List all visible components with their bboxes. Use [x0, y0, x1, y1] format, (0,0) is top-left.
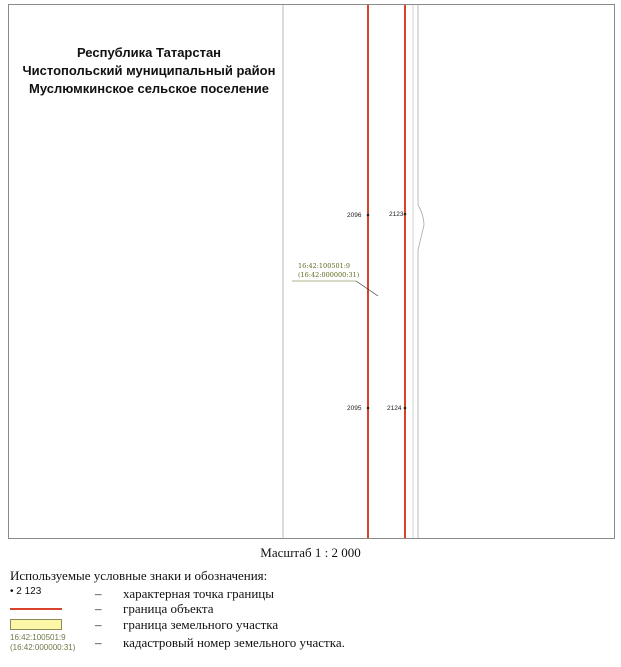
- cadastral-number: 16:42:100501:9: [298, 262, 351, 270]
- map-scale: Масштаб 1 : 2 000: [260, 545, 361, 560]
- legend-desc-object-boundary: граница объекта: [123, 601, 214, 616]
- legend-item-parcel-boundary: [10, 617, 610, 633]
- boundary-point-2124: [404, 407, 407, 410]
- cadastral-number-parent: (16:42:000000:31): [298, 271, 360, 279]
- point-label-2096: 2096: [347, 212, 362, 219]
- boundary-point-2095: [367, 407, 370, 410]
- legend-dash: –: [95, 601, 102, 616]
- point-label-2124: 2124: [387, 405, 402, 412]
- legend-dash: –: [95, 586, 102, 601]
- point-label-2123: 2123: [389, 211, 404, 218]
- legend-desc-cadastral: кадастровый номер земельного участка.: [123, 635, 345, 650]
- legend-dash: –: [95, 617, 102, 632]
- cadastral-number-label: [298, 262, 359, 280]
- legend-item-object-boundary: [10, 601, 610, 617]
- boundary-point-2096: [367, 214, 370, 217]
- legend-desc-point: характерная точка границы: [123, 586, 274, 601]
- region-title-republic: Республика Татарстан: [76, 45, 222, 60]
- legend-title: Используемые условные знаки и обозначения:: [10, 568, 268, 583]
- legend-item-point: [10, 586, 610, 602]
- region-title-district: Чистопольский муниципальный район: [22, 63, 276, 78]
- legend-desc-parcel-boundary: граница земельного участка: [123, 617, 279, 632]
- boundary-point-2123: [404, 213, 407, 216]
- legend-symbol-parcel: [10, 619, 62, 630]
- region-title-settlement: Муслюмкинское сельское поселение: [29, 81, 269, 96]
- right-road-edge-line: [418, 5, 424, 538]
- region-title: [0, 44, 298, 98]
- legend-item-cadastral: [10, 635, 610, 651]
- legend-symbol-point: • 2 123: [10, 586, 42, 597]
- legend-symbol-cadastral: [10, 633, 75, 653]
- legend-symbol-red-line: [10, 608, 62, 610]
- legend-cadastral-number: 16:42:100501:9: [10, 633, 66, 642]
- legend-cadastral-parent: (16:42:000000:31): [10, 643, 76, 652]
- point-label-2095: 2095: [347, 405, 362, 412]
- legend-dash: –: [95, 635, 102, 650]
